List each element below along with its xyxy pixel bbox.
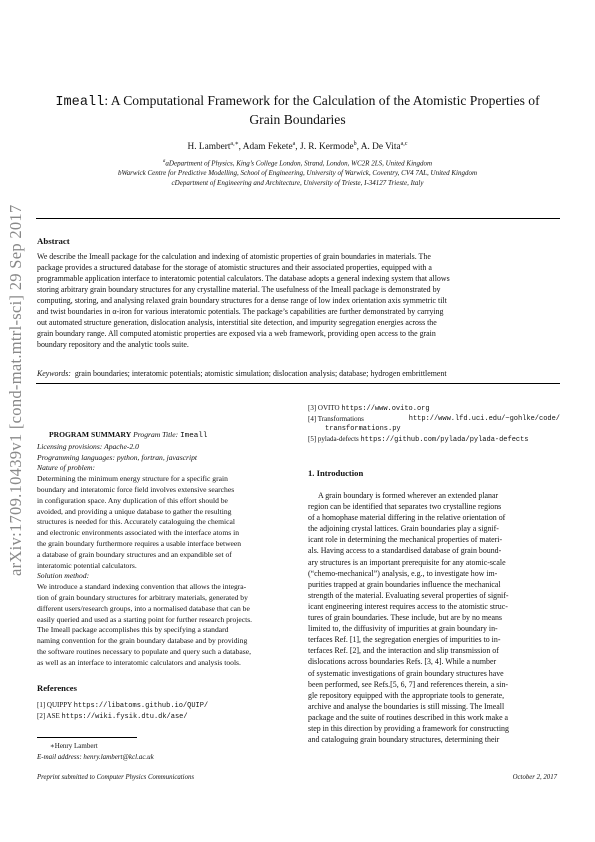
summary-line: the software routines necessary to populate and query such a database, <box>37 646 252 656</box>
footnote-email: E-mail address: henry.lambert@kcl.ac.uk <box>37 753 154 761</box>
keywords-label: Keywords: <box>37 369 71 378</box>
program-summary-heading: PROGRAM SUMMARY <box>49 430 132 439</box>
reference-item <box>308 403 560 414</box>
title-line2: Grain Boundaries <box>249 112 346 127</box>
nature-heading: Nature of problem: <box>37 463 96 473</box>
references-heading: References <box>37 683 77 693</box>
intro-line: als. Having access to a standardised database of grain bound- <box>308 546 502 556</box>
ref-name: pylada-defects <box>317 435 359 443</box>
ref-num: [4] <box>308 415 317 423</box>
summary-line: structures is needed for this. Accurately cataloguing the chemical <box>37 517 235 527</box>
abstract-body <box>37 251 559 350</box>
affiliation-a: $^a$aDepartment of Physics, King’s College London, Strand, London, WC2R 2LS, United Kingdom <box>162 159 433 168</box>
program-summary-heading-line <box>37 430 295 442</box>
intro-line: of systematic investigations of grain boundary structures have <box>308 668 504 678</box>
ref-url-link[interactable]: https://libatoms.github.io/QUIP/ <box>73 702 209 710</box>
summary-line: the grain boundary furthermore requires a usable interface between <box>37 538 242 548</box>
ref-url-link[interactable]: http://www.lfd.uci.edu/~gohlke/code/ <box>408 415 560 423</box>
ref-num: [5] <box>308 435 317 443</box>
reference-item <box>308 414 560 424</box>
reference-item <box>37 700 295 711</box>
ref-name: OVITO <box>317 404 340 412</box>
intro-line: limited to, the diffusivity of impurities at grain boundary in- <box>308 624 498 634</box>
footnote-author: ∗Henry Lambert <box>50 742 98 750</box>
licensing-line: Licensing provisions: Apache-2.0 <box>37 441 139 451</box>
ref-url-link[interactable]: https://wiki.fysik.dtu.dk/ase/ <box>61 713 188 721</box>
ref-url-continuation[interactable]: transformations.py <box>325 425 401 433</box>
affiliation-c <box>40 179 555 187</box>
summary-line: interatomic potential calculators. <box>37 560 137 570</box>
intro-line: ary structures is an important prerequisite for any atomic-scale <box>308 557 506 567</box>
ref-name: Transformations <box>317 415 364 423</box>
intro-line: icant engineering interest requires access to the atomistic struc- <box>308 601 508 611</box>
intro-body <box>308 490 559 745</box>
intro-line: A grain boundary is formed wherever an extended planar <box>318 491 499 500</box>
abstract-heading: Abstract <box>37 236 70 246</box>
intro-line: icant role in determining the mechanical properties of materi- <box>308 535 503 545</box>
summary-line: a database of grain boundary structures and an expandible set of <box>37 549 232 559</box>
intro-line: gle repository equipped with the appropriate tools to generate, <box>308 690 505 700</box>
affiliation-b <box>40 169 555 177</box>
references-right <box>308 403 560 445</box>
intro-line: archive and analyse the boundaries is still missing. The Imeall <box>308 701 505 711</box>
program-summary <box>37 430 295 669</box>
intro-line: been performed, see Refs.[5, 6, 7] and references therein, a sin- <box>308 679 509 689</box>
intro-line: and cataloguing grain boundary structures, determining their <box>308 735 500 745</box>
abstract-line: grain boundary range. All computed atomistic properties are exposed via a web framework, providing open access to the grain <box>37 329 436 338</box>
summary-line: boundary and interatomic force field involves extensive searches <box>37 484 235 494</box>
summary-line: The Imeall package accomplishes this by specifying a standard <box>37 625 229 635</box>
abstract-line: storing arbitrary grain boundary structures for any crystalline material. The usefulness of the Imeall package is demonstrated by <box>37 285 441 294</box>
keywords <box>37 368 559 379</box>
summary-line: naming convention for the grain boundary database and by providing <box>37 636 248 646</box>
summary-line: and electronic environments associated with the interface atoms in <box>37 528 240 538</box>
program-title-label: Program Title: <box>133 430 179 439</box>
ref-name: QUIPPY <box>46 701 72 709</box>
ref-name: ASE <box>46 712 60 720</box>
reference-item <box>308 434 560 445</box>
summary-line: avoided, and providing a unique database to gather the resulting <box>37 506 232 516</box>
author-list: H. Lambert$^{a,∗}$, Adam Fekete$^a$, J. R. Kermode$^b$, A. De Vita$^{a,c}$ <box>187 141 408 153</box>
abstract-line: computing, storing, and analysing relaxed grain boundary structures for a dense range of low index orientation axis symmetric tilt <box>37 296 447 305</box>
abstract-line: programmable application interface to interatomic potential calculators. The database adopts a general indexing system that allows <box>37 274 450 283</box>
summary-line: Determining the minimum energy structure for a specific grain <box>37 474 228 484</box>
intro-line: of a homophase material differing in the relative orientation of <box>308 513 506 523</box>
abstract-line: boundary repository and the analytic tools suite. <box>37 340 189 349</box>
keywords-text: grain boundaries; interatomic potentials; atomistic simulation; dislocation analysis; database; hydrogen embrittlement <box>74 369 447 378</box>
references-left <box>37 700 295 722</box>
reference-item <box>37 711 295 722</box>
intro-line: dislocations across boundaries Refs. [3, 4]. While a number <box>308 657 497 667</box>
abstract-line: package provides a structured database for the storage of atomistic structures and their associated properties, equipped with a <box>37 263 432 272</box>
title-code: Imeall <box>55 95 105 110</box>
footnote-rule <box>37 737 137 738</box>
intro-line: terfaces Ref. [2], and the interaction and slip transmission of <box>308 646 499 656</box>
solution-heading: Solution method: <box>37 571 90 581</box>
intro-line: region can be identified that separates two crystalline regions <box>308 502 502 512</box>
abstract-line: We describe the Imeall package for the calculation and indexing of atomistic properties of grain boundaries in materials. The <box>37 252 431 261</box>
affiliation-b-text: bWarwick Centre for Predictive Modelling, School of Engineering, University of Warwick, Coventry, CV4 7AL, United Kingdom <box>117 169 478 177</box>
summary-line: in configuration space. Any duplication of this effort should be <box>37 495 228 505</box>
ref-url-link[interactable]: https://github.com/pylada/pylada-defects <box>360 436 529 444</box>
summary-line: as well as an interface to interatomic calculators and analysis tools. <box>37 657 241 667</box>
abstract-line: out automated structure generation, dislocation analysis, interstitial site detection, and impurity segregation energies across the <box>37 318 437 327</box>
intro-line: (“chemo-mechanical”) analysis, e.g., to investigate how im- <box>308 568 498 578</box>
footer-journal: Preprint submitted to Computer Physics Communications <box>37 774 195 781</box>
intro-line: terfaces Ref. [1], the segregation energies of impurities to in- <box>308 635 501 645</box>
ref-num: [2] <box>37 712 46 720</box>
top-rule <box>36 218 560 219</box>
paper-title <box>40 92 555 128</box>
intro-line: package and the suite of routines described in this work make a <box>308 712 509 722</box>
intro-line: tures of grain boundaries. These include, but are by no means <box>308 613 502 623</box>
footer-date: October 2, 2017 <box>512 774 557 781</box>
intro-line: step in this direction by providing a framework for constructing <box>308 723 509 733</box>
summary-line: We introduce a standard indexing convention that allows the integra- <box>37 582 247 592</box>
affiliation-c-text: cDepartment of Engineering and Architecture, University of Trieste, I-34127 Trieste, Italy <box>171 179 424 187</box>
intro-heading: 1. Introduction <box>308 468 364 478</box>
abstract-line: and twist boundaries in α-iron for various interatomic potentials. The package’s capabilities are further demonstrated by carrying <box>37 307 444 316</box>
summary-line: easily queried and used as a starting point for further research projects. <box>37 614 253 624</box>
intro-line: strength of the material. Evaluating several properties of signif- <box>308 590 509 600</box>
ref-url-link[interactable]: https://www.ovito.org <box>341 405 430 413</box>
abstract-bottom-rule <box>36 383 560 384</box>
summary-line: tion of grain boundary structures for arbitrary materials, generated by <box>37 592 248 602</box>
program-title-value: Imeall <box>180 432 208 440</box>
intro-line: the adjoining crystal lattices. Grain boundaries play a signif- <box>308 524 499 534</box>
title-rest: : A Computational Framework for the Calculation of the Atomistic Properties of <box>104 93 540 108</box>
ref-num: [3] <box>308 404 317 412</box>
affiliation-a-text: aDepartment of Physics, King’s College London, Strand, London, WC2R 2LS, United Kingdom <box>165 159 433 168</box>
languages-line: Programming languages: python, fortran, javascript <box>37 452 198 462</box>
ref-num: [1] <box>37 701 46 709</box>
arxiv-side-stamp: arXiv:1709.10439v1 [cond-mat.mtrl-sci] 29 Sep 2017 <box>6 204 25 576</box>
intro-line: purities trapped at grain boundaries influence the mechanical <box>308 579 501 589</box>
summary-line: different users/research groups, into a normalised database that can be <box>37 603 250 613</box>
